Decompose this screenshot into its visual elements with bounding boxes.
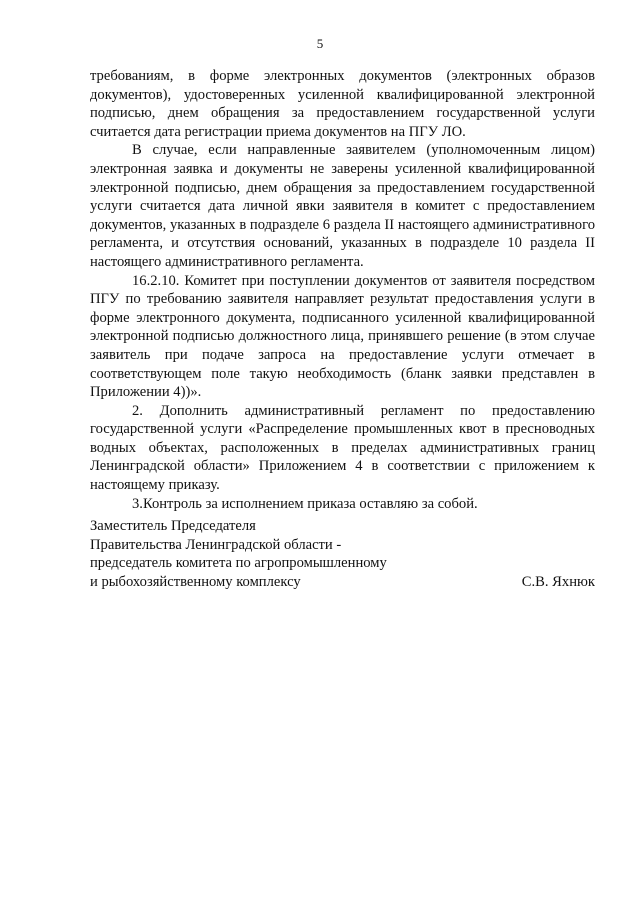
signature-position-line-2: Правительства Ленинградской области - [90,536,342,553]
paragraph-continuation: требованиям, в форме электронных документов (электронных образов документов), удостоверенных усиленной квалифицированной электронной подписью, днем обращения за предоставлением государственной услуги считается дата регистрации приема документов на ПГУ ЛО. [90,68,595,140]
document-body [90,67,595,513]
signature-block [90,517,595,591]
paragraph-item-2: 2. Дополнить административный регламент по предоставлению государственной услуги «Распределение промышленных квот в пресноводных водных объектах, расположенных в пределах административных границ Ленинградской области» Приложением 4 в соответствии с приложением к настоящему приказу. [90,402,595,494]
signature-position-line-4: и рыбохозяйственному комплексу [90,573,301,590]
signature-last-row [90,573,595,592]
paragraph-16-2-10: 16.2.10. Комитет при поступлении документов от заявителя посредством ПГУ по требованию заявителя направляет результат предоставления услуги в форме электронного документа, подписанного усиленной квалифицированной электронной подписью должностного лица, принявшего решение (в этом случае заявитель при подаче запроса на предоставление услуги отмечает в соответствующем поле такую необходимость (бланк заявки представлен в Приложении 4))». [90,272,595,401]
paragraph-item-3: 3.Контроль за исполнением приказа оставляю за собой. [132,495,478,512]
signature-position-line-1: Заместитель Председателя [90,518,256,534]
page-number: 5 [316,36,324,51]
signature-position-line-3: председатель комитета по агропромышленному [90,555,387,572]
signatory-name: С.В. Яхнюк [521,573,595,590]
paragraph-unsigned-application: В случае, если направленные заявителем (уполномоченным лицом) электронная заявка и документы не заверены усиленной квалифицированной электронной подписью, днем обращения за предоставлением государственной услуги считается дата личной явки заявителя в комитет с предоставлением документов, указанных в подразделе 6 раздела II настоящего административного регламента, и отсутствия оснований, указанных в подразделе 10 раздела II настоящего административного регламента. [90,142,595,270]
